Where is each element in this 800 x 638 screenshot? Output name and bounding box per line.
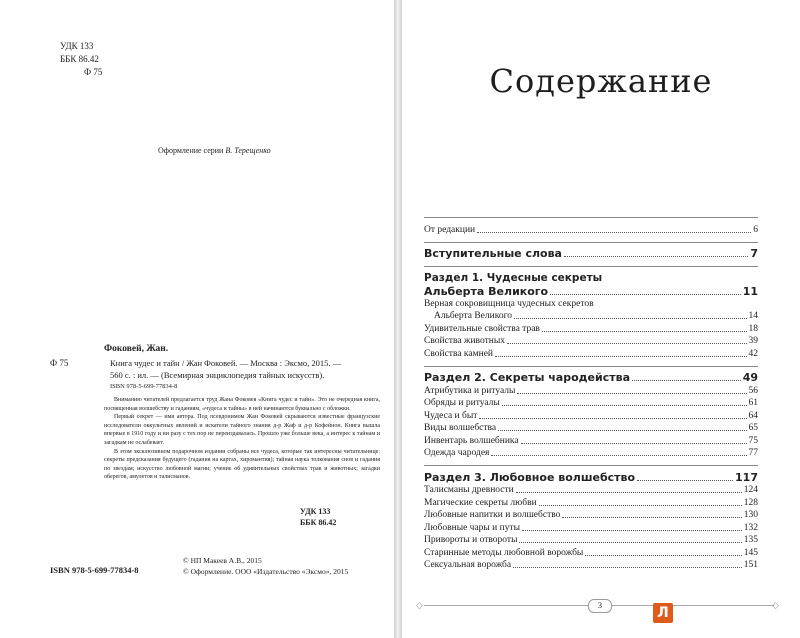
toc-entry-page: 124	[743, 485, 758, 495]
leader-dots	[491, 455, 746, 456]
toc-entry-page: 39	[748, 336, 758, 346]
leader-dots	[542, 331, 747, 332]
watermark-logo: Л	[653, 603, 673, 623]
toc-entry-page: 11	[742, 284, 758, 298]
annotation	[104, 396, 380, 482]
toc-entry-label: Талисманы древности	[424, 485, 514, 495]
toc-entry[interactable]	[424, 397, 758, 410]
leader-dots	[479, 418, 746, 419]
leader-dots	[637, 480, 733, 481]
divider	[424, 366, 758, 367]
toc-entry-page: 75	[748, 435, 758, 446]
leader-dots	[477, 232, 751, 233]
toc-entry[interactable]	[424, 347, 758, 360]
divider	[424, 266, 758, 267]
toc-entry-label: Свойства камней	[424, 348, 493, 359]
leader-dots	[498, 430, 746, 431]
toc-entry-page: 49	[742, 371, 758, 384]
toc-entry[interactable]	[424, 285, 758, 298]
toc-entry-page: 6	[753, 224, 758, 235]
toc-entry-label: Одежда чародея	[424, 448, 490, 458]
toc-entry[interactable]	[424, 447, 758, 460]
toc-entry	[424, 298, 758, 310]
page-number: 3	[588, 599, 612, 613]
leader-dots	[550, 294, 741, 295]
toc-entry[interactable]	[424, 434, 758, 447]
left-page	[0, 0, 394, 638]
toc-entry-label: Вступительные слова	[424, 247, 562, 260]
leader-dots	[585, 555, 741, 556]
diamond-ornament-icon: ◇	[416, 600, 423, 610]
bbk-code: ББК 86.42	[60, 54, 99, 64]
bbk-code: ББК 86.42	[300, 518, 337, 527]
series-design-credit	[158, 146, 271, 155]
toc-entry-page: 132	[743, 522, 758, 533]
toc-entry[interactable]	[424, 372, 758, 385]
copyright-line: © Оформление. ООО «Издательство «Эксмо», 2015	[183, 567, 349, 576]
toc-entry-label: Обряды и ритуалы	[424, 398, 500, 408]
toc-entry-page: 128	[743, 497, 758, 508]
toc-entry-page: 18	[748, 323, 758, 334]
leader-dots	[521, 443, 747, 444]
divider	[424, 465, 758, 466]
copyright-line: © НП Макеев А.В., 2015	[183, 556, 262, 565]
toc-entry[interactable]	[424, 422, 758, 435]
leader-dots	[632, 380, 741, 381]
toc-entry[interactable]	[424, 248, 758, 261]
book-gutter	[394, 0, 402, 638]
udk-block-bottom	[300, 506, 336, 528]
toc-entry-label: Старинные методы любовной ворожбы	[424, 547, 584, 558]
toc-entry-page: 117	[735, 470, 758, 484]
leader-dots	[513, 567, 742, 568]
udk-code: УДК 133	[60, 41, 94, 51]
toc-entry[interactable]	[424, 496, 758, 509]
section-heading: Раздел 2. Секреты чародейства	[424, 371, 630, 384]
toc-entry-label: Любовные напитки и волшебство	[424, 510, 561, 520]
author-mark-side: Ф 75	[50, 358, 69, 368]
toc-entry[interactable]	[424, 471, 758, 484]
leader-dots	[562, 517, 741, 518]
toc-entry-label: Любовные чары и путы	[424, 522, 520, 533]
toc-entry[interactable]	[424, 322, 758, 335]
table-of-contents	[424, 217, 758, 571]
author-mark: Ф 75	[84, 67, 103, 77]
toc-entry-label: Виды волшебства	[424, 423, 497, 433]
toc-entry[interactable]	[424, 559, 758, 572]
toc-entry-label: Привороты и отвороты	[424, 535, 518, 545]
toc-entry[interactable]	[424, 521, 758, 534]
toc-entry-page: 14	[748, 311, 758, 321]
toc-entry[interactable]	[424, 484, 758, 497]
toc-entry-label: Удивительные свойства трав	[424, 323, 540, 334]
leader-dots	[514, 318, 746, 319]
toc-entry-page: 7	[750, 247, 758, 260]
leader-dots	[495, 356, 747, 357]
udk-code: УДК 133	[300, 507, 331, 516]
leader-dots	[539, 505, 742, 506]
toc-entry-page: 64	[748, 410, 758, 421]
leader-dots	[522, 530, 742, 531]
biblio-line: 560 с. : ил. — (Всемирная энциклопедия тайных искусств).	[110, 370, 325, 380]
toc-entry[interactable]	[424, 310, 758, 323]
leader-dots	[517, 393, 746, 394]
udk-block-top	[60, 40, 102, 79]
leader-dots	[564, 256, 748, 257]
toc-entry[interactable]	[424, 384, 758, 397]
toc-entry[interactable]	[424, 409, 758, 422]
toc-entry-page: 56	[748, 385, 758, 396]
leader-dots	[519, 542, 741, 543]
toc-entry[interactable]	[424, 223, 758, 236]
toc-entry-page: 135	[743, 535, 758, 545]
divider	[424, 242, 758, 243]
toc-entry-label: Сексуальная ворожба	[424, 560, 512, 570]
section-heading-line2: Альберта Великого	[424, 284, 549, 298]
section-heading: Раздел 1. Чудесные секреты	[424, 272, 603, 284]
toc-entry-label: От редакции	[424, 224, 476, 235]
toc-entry-label: Верная сокровищница чудесных секретов	[424, 298, 594, 309]
toc-entry[interactable]	[424, 534, 758, 547]
isbn-large: ISBN 978-5-699-77834-8	[50, 565, 139, 575]
leader-dots	[502, 405, 747, 406]
toc-entry[interactable]	[424, 335, 758, 348]
toc-entry-page: 65	[748, 423, 758, 433]
diamond-ornament-icon: ◇	[772, 600, 779, 610]
annotation-paragraph: Вниманию читателей предлагается труд Жана Фоковея «Книга чудес и тайн». Это не очередная книга, посвященная волшебству и гаданиям, «чудеса и тайны» в ней начинаются буквально с обложки.	[104, 397, 380, 412]
toc-entry-label: Инвентарь волшебника	[424, 435, 519, 446]
design-credit-prefix: Оформление серии	[158, 146, 224, 155]
author-heading: Фоковей, Жан.	[104, 344, 169, 354]
isbn-small: ISBN 978-5-699-77834-8	[110, 383, 178, 390]
page-title: Содержание	[489, 62, 713, 100]
toc-entry[interactable]	[424, 509, 758, 522]
toc-entry-label: Свойства животных	[424, 336, 505, 346]
toc-entry-label: Альберта Великого	[434, 311, 513, 321]
section-heading: Раздел 3. Любовное волшебство	[424, 470, 636, 484]
toc-entry-page: 130	[743, 510, 758, 520]
copyright-block	[183, 555, 348, 577]
divider	[424, 217, 758, 218]
annotation-paragraph: В этом эксклюзивном подарочном издании собраны все чудеса, которые так интересны читательнице: секреты предсказания будущего (гадания на картах, хиромантия); тайная наука толкования снов и гадания по звездам; искусство любовной магии; учение об удивительных свойствах трав и животных; загадки оберегов, амулетов и талисманов.	[104, 448, 380, 481]
bibliographic-record	[110, 357, 380, 381]
annotation-paragraph: Первый секрет — имя автора. Под псевдонимом Жан Фоковей скрываются известные французские исследователи оккультных явлений и искатели тайного знания д-р Жаф и д-р Кофейнон. Книга вышла впервые в 1910 году и ни разу с тех пор не переиздавалась. Прошло уже больше века, а интерес к тайнам и загадкам не ослабевает.	[104, 414, 380, 446]
leader-dots	[516, 492, 742, 493]
toc-entry-page: 77	[748, 448, 758, 458]
design-credit-name: В. Терещенко	[225, 146, 271, 155]
toc-entry-page: 145	[743, 547, 758, 558]
toc-entry-page: 61	[748, 398, 758, 408]
toc-entry-label: Магические секреты любви	[424, 497, 537, 508]
toc-entry[interactable]	[424, 546, 758, 559]
toc-entry-page: 42	[748, 348, 758, 359]
biblio-line: Книга чудес и тайн / Жан Фоковей. — Москва : Эксмо, 2015. —	[110, 358, 342, 368]
right-page	[402, 0, 800, 638]
toc-entry-page: 151	[743, 560, 758, 570]
toc-entry-label: Атрибутика и ритуалы	[424, 385, 516, 396]
leader-dots	[507, 343, 747, 344]
toc-entry-label: Чудеса и быт	[424, 410, 478, 421]
